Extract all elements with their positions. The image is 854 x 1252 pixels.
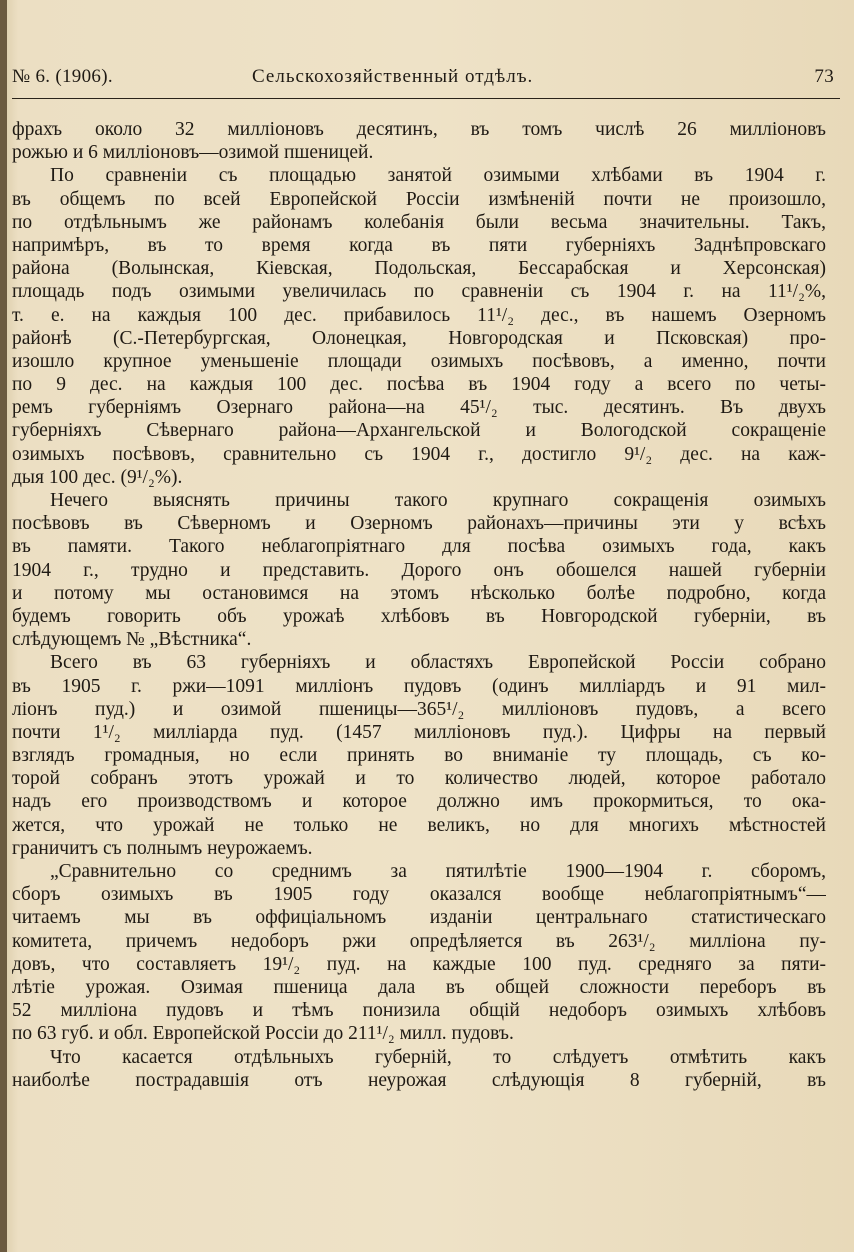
text-line: по отдѣльнымъ же районамъ колебанія были весьма значительны. Такъ, <box>12 211 826 233</box>
text-line: площадь подъ озимыми увеличилась по сравненіи съ 1904 г. на 11¹/₂%, <box>12 281 826 303</box>
text-line: торой собранъ этотъ урожай и то количество людей, которое работало <box>12 768 826 790</box>
text-line: Всего въ 63 губерніяхъ и областяхъ Европейской Россіи собрано <box>50 652 826 674</box>
text-line: т. е. на каждыя 100 дес. прибавилось 11¹/₂ дес., въ нашемъ Озерномъ <box>12 304 826 326</box>
issue-number: № 6. (1906). <box>12 66 113 87</box>
page-number: 73 <box>814 66 834 87</box>
text-line: „Сравнительно со среднимъ за пятилѣтіе 1900—1904 г. сборомъ, <box>50 861 826 882</box>
text-line: наиболѣе пострадавшія отъ неурожая слѣдующія 8 губерній, въ <box>12 1069 826 1091</box>
text-line: въ общемъ по всей Европейской Россіи измѣненій почти не произошло, <box>12 188 826 210</box>
text-line: по 63 губ. и обл. Европейской Россіи до 211¹/₂ милл. пудовъ. <box>12 1023 514 1045</box>
text-line: 1904 г., трудно и представить. Дорого онъ обошелся нашей губерніи <box>12 559 826 581</box>
text-line: 52 милліона пудовъ и тѣмъ понизила общій недоборъ озимыхъ хлѣбовъ <box>12 1000 826 1022</box>
text-line: жется, что урожай не только не великъ, но для многихъ мѣстностей <box>12 814 826 836</box>
text-line: въ 1905 г. ржи—1091 милліонъ пудовъ (одинъ милліардъ и 91 мил- <box>12 675 826 697</box>
text-line: дыя 100 дес. (9¹/₂%). <box>12 466 183 488</box>
text-line: Что касается отдѣльныхъ губерній, то слѣдуетъ отмѣтить какъ <box>50 1046 826 1068</box>
text-line: комитета, причемъ недоборъ ржи опредѣляется въ 263¹/₂ милліона пу- <box>12 930 826 952</box>
text-line: читаемъ мы въ оффиціальномъ изданіи центральнаго статистическаго <box>12 907 826 929</box>
text-line: района (Волынская, Кіевская, Подольская, Бессарабская и Херсонская) <box>12 258 826 280</box>
text-line: озимыхъ посѣвовъ, сравнительно съ 1904 г., достигло 9¹/₂ дес. на каж- <box>12 443 826 465</box>
text-line: и потому мы остановимся на этомъ нѣсколько болѣе подробно, когда <box>12 582 826 604</box>
text-line: напримѣръ, въ то время когда въ пяти губерніяхъ Заднѣпровскаго <box>12 234 826 256</box>
running-header <box>12 66 842 94</box>
text-line: фрахъ около 32 милліоновъ десятинъ, въ томъ числѣ 26 милліоновъ <box>12 119 826 140</box>
text-line: взглядъ громадныя, но если принять во вниманіе ту площадь, съ ко- <box>12 745 826 767</box>
text-line: почти 1¹/₂ милліарда пуд. (1457 милліоновъ пуд.). Цифры на первый <box>12 721 826 743</box>
section-title: Сельскохозяйственный отдѣлъ. <box>252 66 534 87</box>
text-line: губерніяхъ Сѣвернаго района—Архангельской и Вологодской сокращеніе <box>12 420 826 442</box>
text-line: посѣвовъ въ Сѣверномъ и Озерномъ районахъ—причины эти у всѣхъ <box>12 513 826 535</box>
text-line: сборъ озимыхъ въ 1905 году оказался вообще неблагопріятнымъ“— <box>12 884 826 906</box>
text-line: районѣ (С.-Петербургская, Олонецкая, Новгородская и Псковская) про- <box>12 327 826 349</box>
text-line: ліонъ пуд.) и озимой пшеницы—365¹/₂ милліоновъ пудовъ, а всего <box>12 698 826 720</box>
text-line: въ памяти. Такого неблагопріятнаго для посѣва озимыхъ года, какъ <box>12 536 826 558</box>
text-line: будемъ говорить объ урожаѣ хлѣбовъ въ Новгородской губерніи, въ <box>12 605 826 627</box>
text-line: лѣтіе урожая. Озимая пшеница дала въ общей сложности переборъ въ <box>12 976 826 998</box>
text-line: по 9 дес. на каждыя 100 дес. посѣва въ 1904 году а всего по четы- <box>12 374 826 396</box>
text-line: изошло крупное уменьшеніе площади озимыхъ посѣвовъ, а именно, почти <box>12 350 826 372</box>
text-line: граничитъ съ полнымъ неурожаемъ. <box>12 837 313 859</box>
text-line: ремъ губерніямъ Озернаго района—на 45¹/₂ тыс. десятинъ. Въ двухъ <box>12 397 826 419</box>
text-line: рожью и 6 милліоновъ—озимой пшеницей. <box>12 142 374 164</box>
body-text <box>12 118 826 1092</box>
book-spine-edge <box>0 0 7 1252</box>
text-line: Нечего выяснять причины такого крупнаго сокращенія озимыхъ <box>50 490 826 511</box>
text-line: довъ, что составляетъ 19¹/₂ пуд. на каждые 100 пуд. средняго за пяти- <box>12 953 826 975</box>
header-rule <box>12 98 840 99</box>
text-line: слѣдующемъ № „Вѣстника“. <box>12 629 252 651</box>
text-line: надъ его производствомъ и которое должно имъ прокормиться, то ока- <box>12 791 826 813</box>
text-line: По сравненіи съ площадью занятой озимыми хлѣбами въ 1904 г. <box>50 165 826 187</box>
